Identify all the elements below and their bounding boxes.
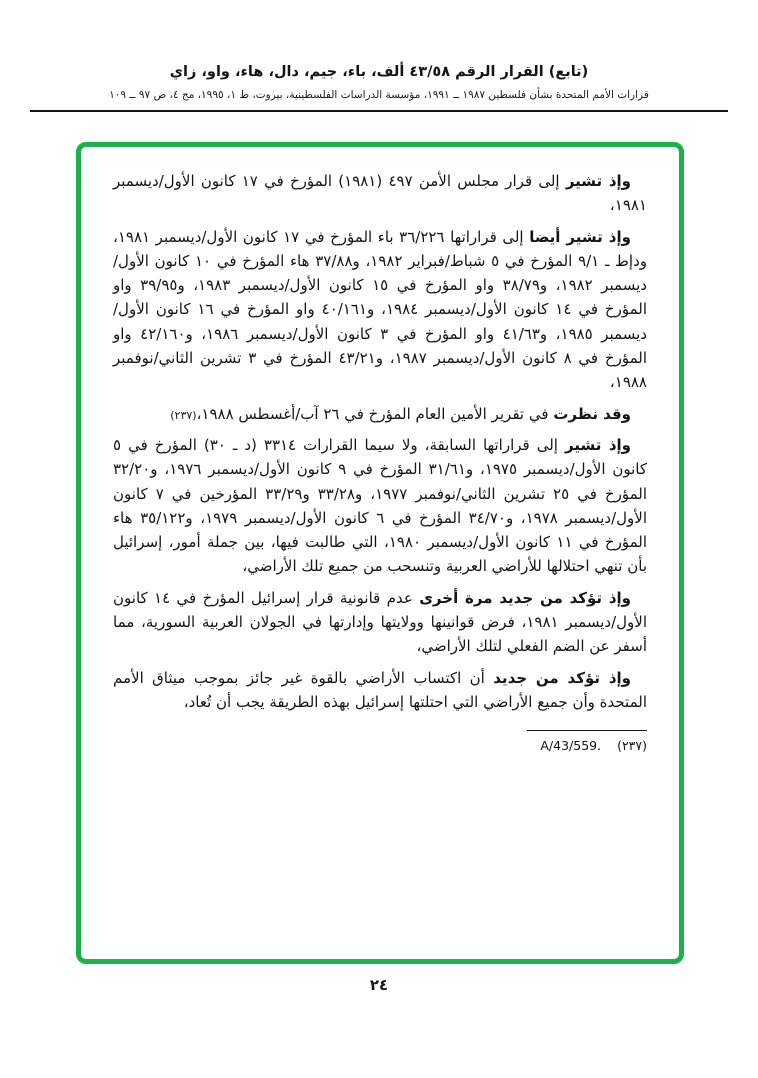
- page-number: ٢٤: [369, 976, 389, 994]
- paragraph-5-text: عدم قانونية قرار إسرائيل المؤرخ في ١٤ كانون الأول/ديسمبر ١٩٨١، فرض قوانينها وولايتها وإدارتها في الجولان العربية السورية، مما أسفر عن الضم الفعلي لتلك الأراضي،: [113, 588, 647, 656]
- page-footer: [0, 976, 758, 994]
- paragraph-2-text: إلى قراراتها ٣٦/٢٢٦ باء المؤرخ في ١٧ كانون الأول/ديسمبر ١٩٨١، ودإط ـ ٩/١ المؤرخ في ٥ شباط/فبراير ١٩٨٢، و٣٧/٨٨ هاء المؤرخ في ١٠ كانون الأول/ديسمبر ١٩٨٢، و٣٨/٧٩ واو المؤرخ في ١٥ كانون الأول/ديسمبر ١٩٨٣، و٣٩/٩٥ واو المؤرخ في ١٤ كانون الأول/ديسمبر ١٩٨٤، و٤٠/١٦١ واو المؤرخ في ١٦ كانون الأول/ديسمبر ١٩٨٥، و٤١/٦٣ واو المؤرخ في ٣ كانون الأول/ديسمبر ١٩٨٦، و٤٢/١٦٠ واو المؤرخ في ٨ كانون الأول/ديسمبر ١٩٨٧، و٤٣/٢١ المؤرخ في ٣ تشرين الثاني/نوفمبر ١٩٨٨،: [113, 227, 648, 392]
- paragraph-2: [113, 225, 647, 395]
- paragraph-6: [113, 666, 647, 715]
- paragraph-3-text: في تقرير الأمين العام المؤرخ في ٢٦ آب/أغسطس ١٩٨٨،: [196, 404, 554, 423]
- footnote-reference: A/43/559.: [540, 738, 602, 754]
- resolution-title: (تابع) القرار الرقم ٤٣/٥٨ ألف، باء، جيم، دال، هاء، واو، زاي: [169, 64, 589, 80]
- paragraph-4: [113, 433, 647, 579]
- paragraph-1-lead: وإذ تشير: [565, 172, 631, 190]
- green-frame: [76, 142, 684, 964]
- paragraph-3: [113, 402, 647, 426]
- paragraph-6-lead: وإذ تؤكد من جديد: [493, 668, 632, 687]
- paragraph-2-lead: وإذ تشير أيضا: [529, 227, 631, 246]
- source-citation: قرارات الأمم المتحدة بشأن فلسطين ١٩٨٧ ــ ١٩٩١، مؤسسة الدراسات الفلسطينية، بيروت، ط ١، ١٩٩٥، مج ٤، ص ٩٧ ــ ١٠٩: [109, 89, 649, 101]
- header-rule: [30, 110, 728, 112]
- footnote: [527, 730, 647, 753]
- paragraph-1-text: إلى قرار مجلس الأمن ٤٩٧ (١٩٨١) المؤرخ في ١٧ كانون الأول/ديسمبر ١٩٨١،: [113, 172, 647, 215]
- paragraph-1: [113, 169, 647, 218]
- paragraph-3-lead: وقد نظرت: [553, 404, 631, 423]
- paragraph-4-lead: وإذ تشير: [565, 435, 631, 454]
- paragraph-5: [113, 586, 647, 659]
- footnote-marker: (٢٣٧): [617, 738, 647, 754]
- paragraph-4-text: إلى قراراتها السابقة، ولا سيما القرارات ٣٣١٤ (د ـ ٣٠) المؤرخ في ٥ كانون الأول/ديسمبر ١٩٧٥، و٣١/٦١ المؤرخ في ٩ كانون الأول/ديسمبر ١٩٧٦، و٣٢/٢٠ المؤرخ في ٢٥ تشرين الثاني/نوفمبر ١٩٧٧، و٣٣/٢٨ و٣٣/٢٩ المؤرخين في ٧ كانون الأول/ديسمبر ١٩٧٨، و٣٤/٧٠ المؤرخ في ٦ كانون الأول/ديسمبر ١٩٧٩، و٣٥/١٢٢ هاء المؤرخ في ١١ كانون الأول/ديسمبر ١٩٨٠، التي طالبت فيها، بين جملة أمور، إسرائيل بأن تنهي احتلالها للأراضي العربية وتنسحب من جميع تلك الأراضي،: [113, 435, 648, 576]
- paragraph-5-lead: وإذ تؤكد من جديد مرة أخرى: [419, 588, 631, 607]
- paragraph-6-text: أن اكتساب الأراضي بالقوة غير جائز بموجب ميثاق الأمم المتحدة وأن جميع الأراضي التي احتلتها إسرائيل بهذه الطريقة يجب أن تُعاد،: [113, 668, 647, 711]
- page-header: [0, 0, 758, 112]
- footnote-inline-marker: (٢٣٧): [170, 408, 197, 422]
